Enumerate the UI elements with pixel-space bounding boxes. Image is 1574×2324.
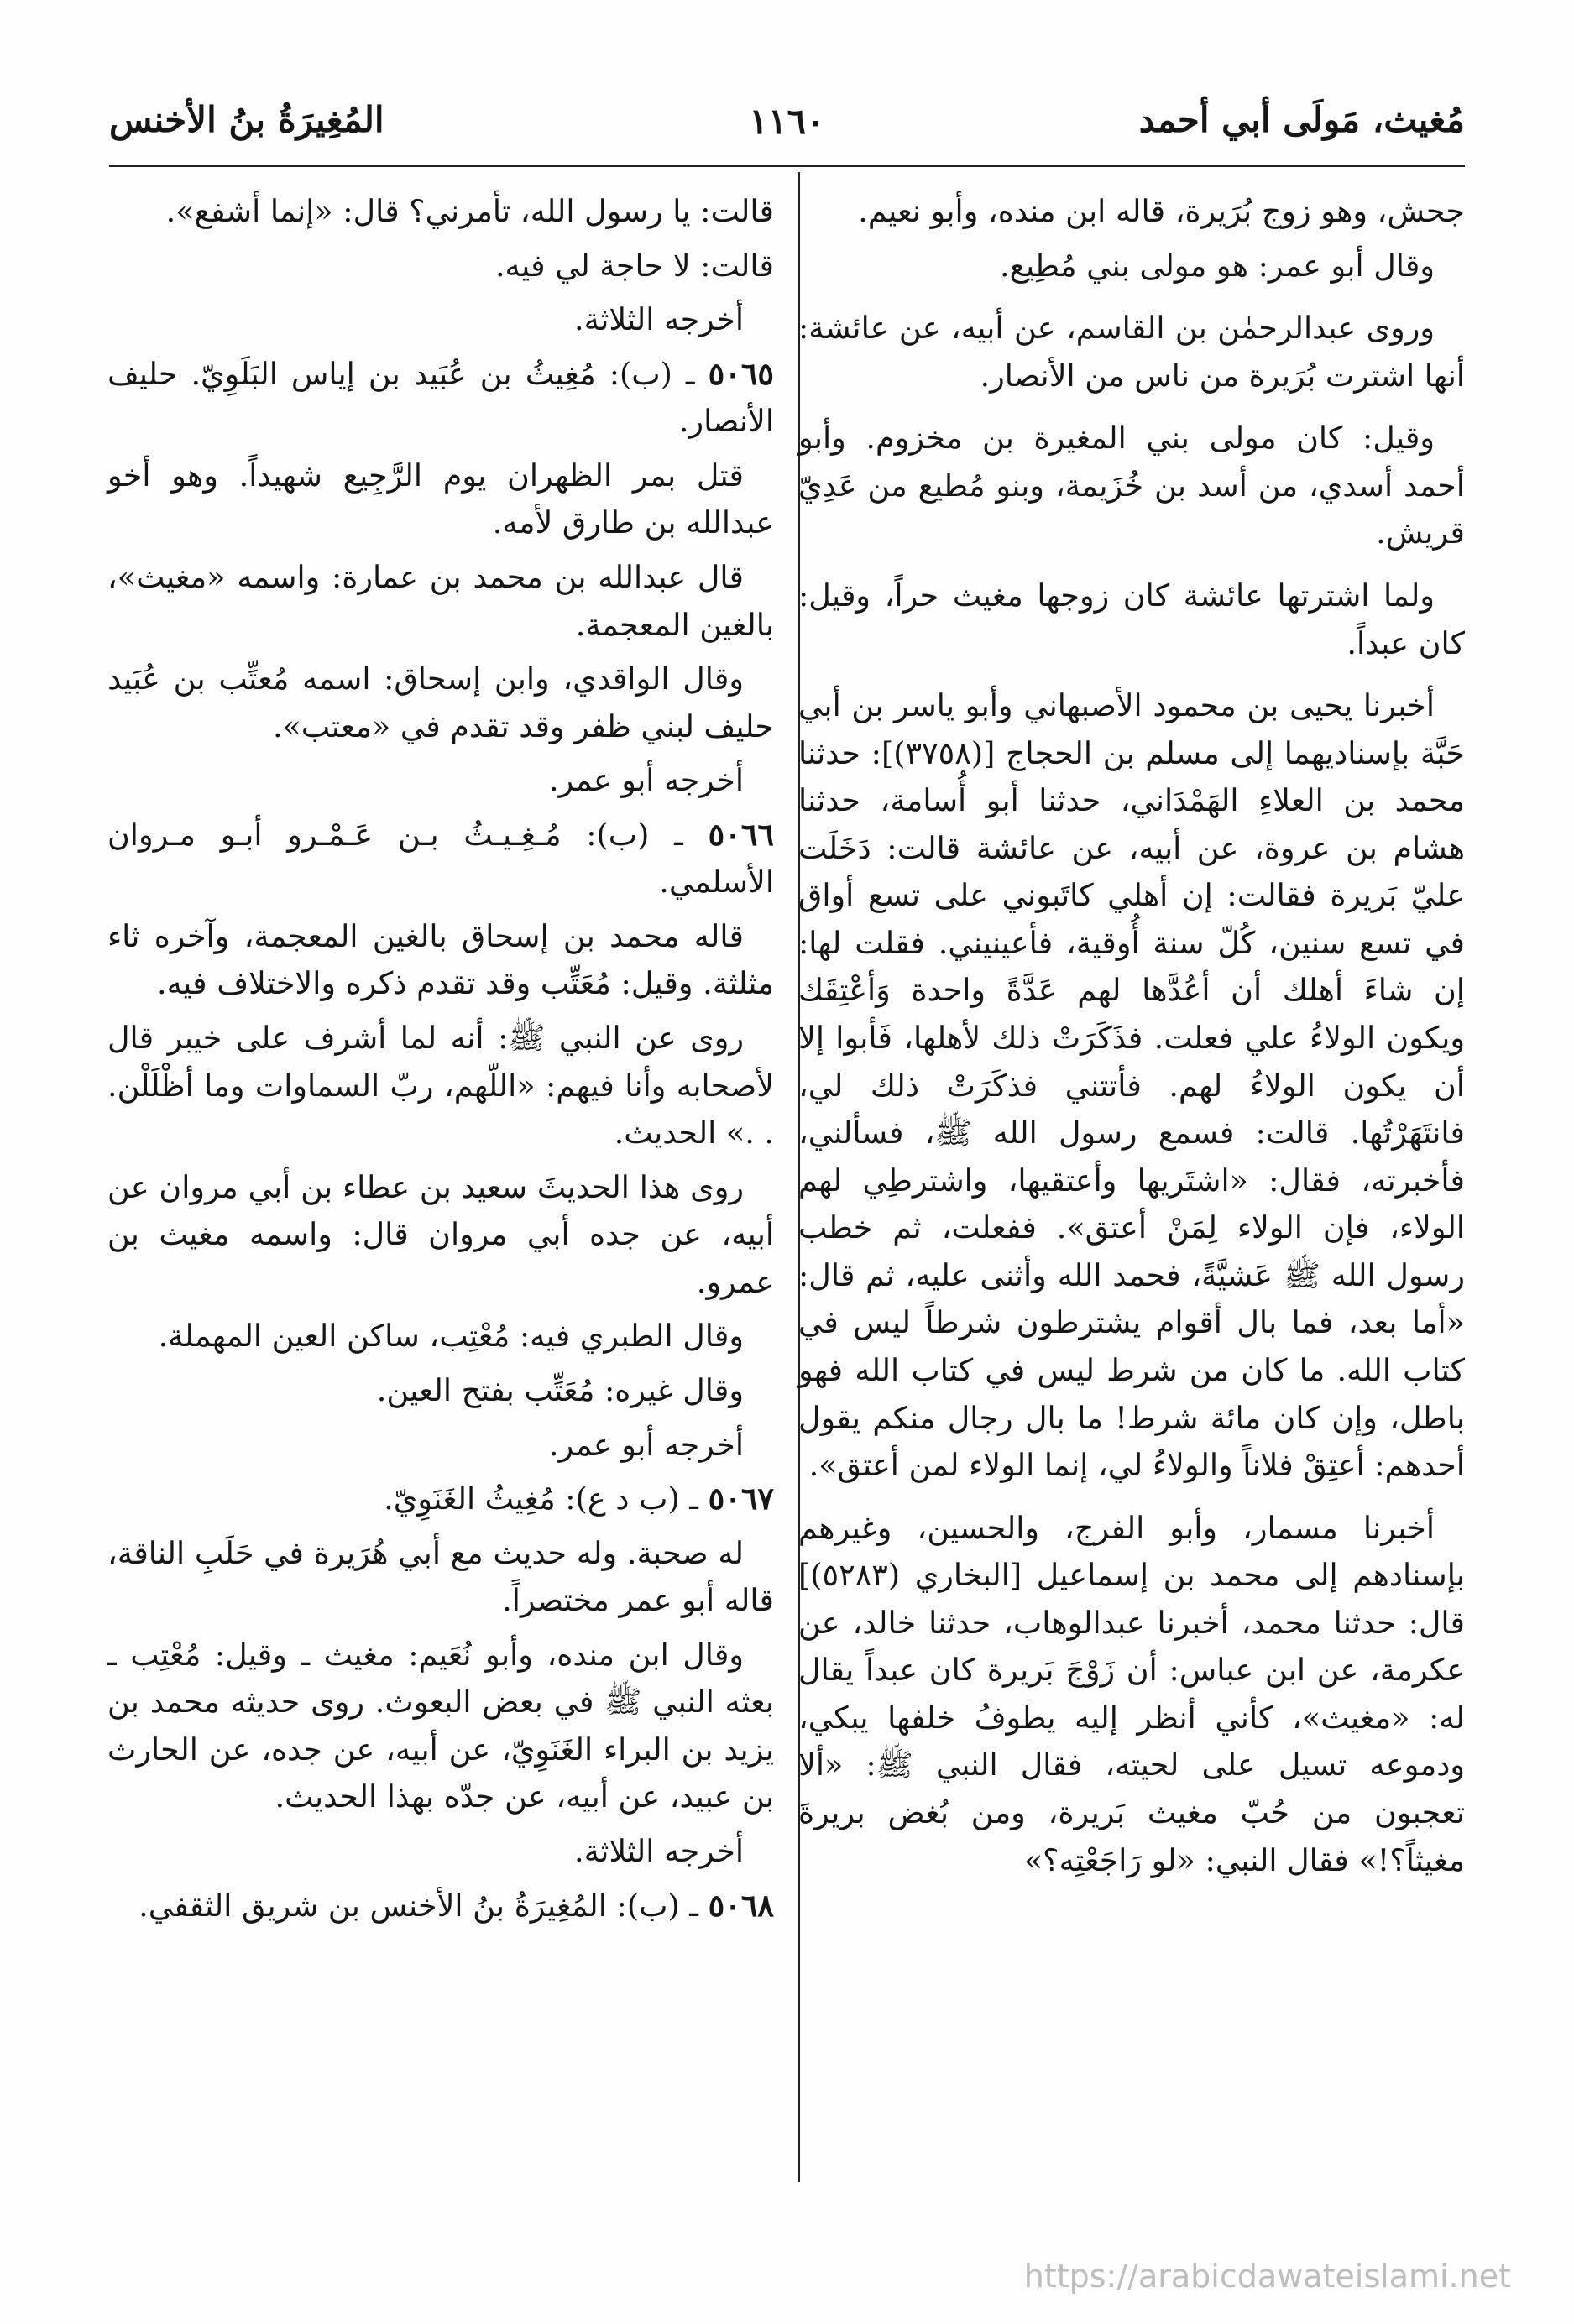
paragraph [107,296,774,344]
paragraph-text: أخرجه الثلاثة. [574,301,744,338]
paragraph-text: ـ (ب): مُـغِـيـثُ بـن عَـمْـرو أبـو مـروان الأسلمي. [107,816,774,901]
paragraph [107,452,774,547]
paragraph-text: قاله محمد بن إسحاق بالغين المعجمة، وآخره ثاء مثلثة. وقيل: مُعَتِّب وقد تقدم ذكره والاختلاف فيه. [107,917,774,1002]
paragraph [798,1505,1465,1885]
paragraph-text: ـ (ب): مُغِيثُ بن عُبَيد بن إياس البَلَوِيّ. حليف الأنصار. [107,355,774,440]
paragraph [798,682,1465,1490]
paragraph [107,1313,774,1360]
paragraph [107,351,774,446]
paragraph-text: له صحبة. وله حديث مع أبي هُرَيرة في حَلَبِ الناقة، قاله أبو عمر مختصراً. [107,1534,774,1619]
entry-number: ٥٠٦٦ [708,816,774,853]
paragraph-text: روى عن النبي ﷺ: أنه لما أشرف على خيبر قال لأصحابه وأنا فيهم: «اللّهم، ربّ السماوات وما أظْلَلْن. . .» الحديث. [107,1020,774,1152]
paragraph [107,655,774,750]
paragraph [107,188,774,236]
paragraph-text: وقال غيره: مُعَتِّب بفتح العين. [376,1371,744,1408]
paragraph-text: وقال أبو عمر: هو مولى بني مُطِيع. [1000,247,1435,284]
paragraph-text: جحش، وهو زوج بُرَيرة، قاله ابن منده، وأبو نعيم. [858,193,1465,229]
paragraph [107,757,774,805]
paragraph [798,188,1465,236]
paragraph [107,1883,774,1930]
paragraph-text: أخرجه أبو عمر. [549,1426,744,1463]
paragraph-text: ـ (ب د ع): مُغِيثُ الغَنَوِيّ. [384,1481,709,1517]
paragraph [107,1422,774,1470]
paragraph [107,812,774,906]
entry-number: ٥٠٦٥ [708,355,774,392]
paragraph-text: قالت: لا حاجة لي فيه. [494,247,774,284]
paragraph-text: وقيل: كان مولى بني المغيرة بن مخزوم. وأبو أحمد أسدي، من أسد بن خُزَيمة، وبنو مُطيع من عَدِيّ قريش. [798,420,1465,551]
paragraph [107,1015,774,1157]
paragraph [798,243,1465,290]
paragraph-text: ـ (ب): المُغِيرَةُ بنُ الأخنس بن شريق الثقفي. [139,1887,709,1924]
left-column [107,188,774,1936]
paragraph-text: وروى عبدالرحمٰن بن القاسم، عن أبيه، عن عائشة: أنها اشترت بُرَيرة من ناس من الأنصار. [798,310,1465,394]
entry-number: ٥٠٦٨ [708,1887,774,1924]
paragraph-text: قال عبدالله بن محمد بن عمارة: واسمه «مغيث»، بالغين المعجمة. [107,558,774,643]
paragraph-text: وقال الواقدي، وابن إسحاق: اسمه مُعتِّب بن عُبَيد حليف لبني ظفر وقد تقدم في «معتب». [107,661,774,744]
paragraph [107,1475,774,1523]
paragraph [107,913,774,1008]
header-rule [109,165,1465,167]
entry-number: ٥٠٦٧ [708,1481,774,1517]
paragraph-text: أخرجه الثلاثة. [574,1833,744,1869]
paragraph [107,1828,774,1876]
paragraph [107,243,774,290]
paragraph [107,1367,774,1415]
paragraph-text: أخبرنا يحيى بن محمود الأصبهاني وأبو ياسر بن أبي حَبَّة بإسناديهما إلى مسلم بن الحجاج [(٣٧٥٨)]: حدثنا محمد بن العلاءِ الهَمْدَاني، حدثنا أبو أُسامة، حدثنا هشام بن عروة، عن أبيه، عن عائشة قالت: دَخَلَت عليّ بَريرة فقالت: إن أهلي كاتَبوني على تسع أواق في تسع سنين، كُلّ سنة أُوقية، فأعينيني. فقلت لها: إن شاءَ أهلك أن أعُدَّها لهم عَدَّةً واحدة وَأعْتِقَك ويكون الولاءُ علي فعلت. فذَكَرَتْ ذلك لأهلها، فَأبوا إلا أن يكون الولاءُ لهم. فأتتني فذكَرَتْ ذلك لي، فانتَهَرْتُها. قالت: فسمع رسول الله ﷺ، فسألني، فأخبرته، فقال: «اشتَريها وأعتقيها، واشترطِي لهم الولاء، فإن الولاء لِمَنْ أعتق». ففعلت، ثم خطب رسول الله ﷺ عَشيَّةً، فحمد الله وأثنى عليه، ثم قال: «أما بعد، فما بال أقوام يشترطون شرطاً ليس في كتاب الله. ما كان من شرط ليس في كتاب الله فهو باطل، وإن كان مائة شرط! ما بال رجال منكم يقول أحدهم: أعتِقْ فلاناً والولاءُ لي، إنما الولاء لمن أعتق». [798,687,1465,1484]
paragraph-text: ولما اشترتها عائشة كان زوجها مغيث حراً، وقيل: كان عبداً. [798,577,1465,661]
paragraph-text: قالت: يا رسول الله، تأمرني؟ قال: «إنما أشفع». [165,193,774,229]
paragraph-text: أخرجه أبو عمر. [549,762,744,799]
paragraph [107,1164,774,1307]
paragraph-text: أخبرنا مسمار، وأبو الفرج، والحسين، وغيرهم بإسنادهم إلى محمد بن إسماعيل [البخاري (٥٢٨٣)] قال: حدثنا محمد، أخبرنا عبدالوهاب، حدثنا خالد، عن عكرمة، عن ابن عباس: أن زَوْجَ بَريرة كان عبداً يقال له: «مغيث»، كأني أنظر إليه يطوفُ خلفها يبكي، ودموعه تسيل على لحيته، فقال النبي ﷺ: «ألا تعجبون من حُبّ مغيث بَريرة، ومن بُغض بريرةَ مغيثاً؟!» فقال النبي: «لو رَاجَعْتِه؟» [798,1509,1465,1878]
running-title-left: المُغِيرَةُ بنُ الأخنس [109,99,384,140]
paragraph [107,1632,774,1821]
running-title-right: مُغيث، مَولَى أبي أحمد [1138,99,1465,140]
right-column [798,188,1465,1891]
page-number: ١١٦٠ [749,101,825,142]
paragraph [798,572,1465,667]
paragraph-text: روى هذا الحديثَ سعيد بن عطاء بن أبي مروان عن أبيه، عن جده أبي مروان قال: واسمه مغيث بن عمرو. [107,1168,774,1300]
paragraph [107,554,774,649]
paragraph-text: قتل بمر الظهران يوم الرَّجِيع شهيداً. وهو أخو عبدالله بن طارق لأمه. [107,457,774,541]
paragraph [107,1530,774,1625]
paragraph [798,415,1465,557]
paragraph-text: وقال ابن منده، وأبو نُعَيم: مغيث ـ وقيل: مُعْتِب ـ بعثه النبي ﷺ في بعض البعوث. روى حديثه محمد بن يزيد بن البراء الغَنَوِيّ، عن أبيه، عن جده، عن الحارث بن عبيد، عن أبيه، عن جدّه بهذا الحديث. [107,1636,774,1815]
watermark-url: https://arabicdawateislami.net [1023,2258,1511,2295]
paragraph-text: وقال الطبري فيه: مُعْتِب، ساكن العين المهملة. [158,1318,744,1355]
page-header [109,99,1465,166]
paragraph [798,305,1465,400]
